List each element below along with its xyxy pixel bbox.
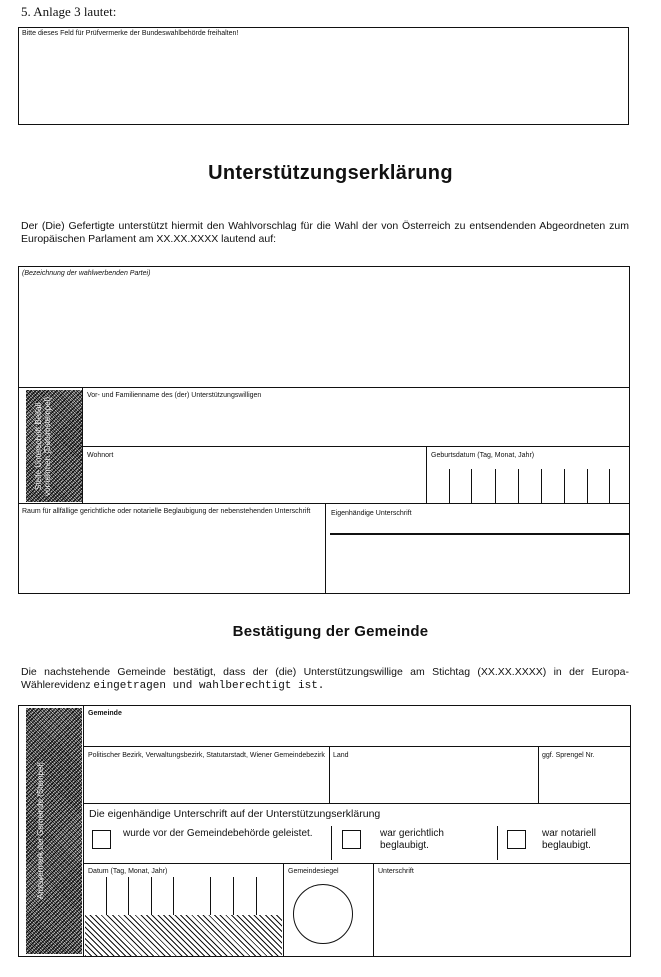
intro-text: Der (Die) Gefertigte unterstützt hiermit den Wahlvorschlag für die Wahl der von Österreich zu entsendenden Abgeordneten zum Europäischen Parlament am XX.XX.XXXX lautend auf: [21,220,629,245]
gemeinde-label: Gemeinde [88,710,122,717]
eigenhaendige-unterschrift-label: Eigenhändige Unterschrift [331,510,412,517]
option-notariell-label: war notariell beglaubigt. [542,828,596,851]
checkbox-gerichtlich[interactable] [342,830,361,849]
name-field[interactable] [84,401,629,444]
unterschrift-field[interactable] [328,520,628,592]
option-gerichtlich-label: war gerichtlich beglaubigt. [380,828,444,851]
gemeindesiegel-label: Gemeindesiegel [288,868,339,875]
bestaetigung-intro-text: Die nachstehende Gemeinde bestätigt, dass der (die) Unterstützungswillige am Stichtag (XX.XX.XXXX) in der Europa-Wählerevidenz [21,666,629,691]
pruefvermerk-field[interactable] [18,27,629,125]
bestaetigung-intro [21,666,629,693]
stamp-label: Stelle Unterschrift Beifall vornehmen (Datumstempel) [34,396,52,496]
wohnort-field[interactable] [84,461,424,502]
partei-field[interactable] [19,268,629,388]
gemeinde-field[interactable] [85,720,629,746]
bezirk-field[interactable] [85,772,327,802]
geburtsdatum-label: Geburtsdatum (Tag, Monat, Jahr) [431,452,535,459]
checkbox-notariell[interactable] [507,830,526,849]
pruefvermerk-label: Bitte dieses Feld für Prüfvermerke der Bundeswahlbehörde freihalten! [22,30,239,37]
datum-field[interactable] [85,877,280,915]
siegel-circle [293,884,353,944]
bestaetigung-intro-typed: eingetragen und wahlberechtigt ist. [93,680,325,692]
name-label: Vor- und Familienname des (der) Unterstützungswilligen [87,392,262,399]
amtsstempel-area [26,708,82,954]
partei-label: (Bezeichnung der wahlwerbenden Partei) [22,270,151,277]
land-label: Land [333,752,349,759]
checkbox-gemeindebehoerde[interactable] [92,830,111,849]
gemeinde-unterschrift-field[interactable] [376,878,629,954]
datum-label: Datum (Tag, Monat, Jahr) [88,868,168,875]
stamp-label: Amtsvermerk der Gemeinde (Stempel) [36,762,45,900]
sprengel-field[interactable] [540,762,629,802]
geburtsdatum-field[interactable] [428,462,628,502]
option-gemeindebehoerde-label: wurde vor der Gemeindebehörde geleistet. [123,828,313,839]
beglaubigung-label: Raum für allfällige gerichtliche oder notarielle Beglaubigung der nebenstehenden Unterschrift [22,508,311,515]
sprengel-label: ggf. Sprengel Nr. [542,752,595,759]
datumstempel-area [26,390,82,502]
bestaetigung-title: Bestätigung der Gemeinde [232,623,429,640]
unterschrift-heading: Die eigenhändige Unterschrift auf der Unterstützungserklärung [89,808,381,820]
anlage-heading: 5. Anlage 3 lautet: [21,4,117,19]
hatched-area [85,915,282,956]
page-title: Unterstützungserklärung [208,162,453,184]
wohnort-label: Wohnort [87,452,114,459]
beglaubigung-field[interactable] [20,527,322,592]
land-field[interactable] [331,762,537,802]
bezirk-label: Politischer Bezirk, Verwaltungsbezirk, Statutarstadt, Wiener Gemeindebezirk [88,752,325,759]
unterschrift-label: Unterschrift [378,868,414,875]
